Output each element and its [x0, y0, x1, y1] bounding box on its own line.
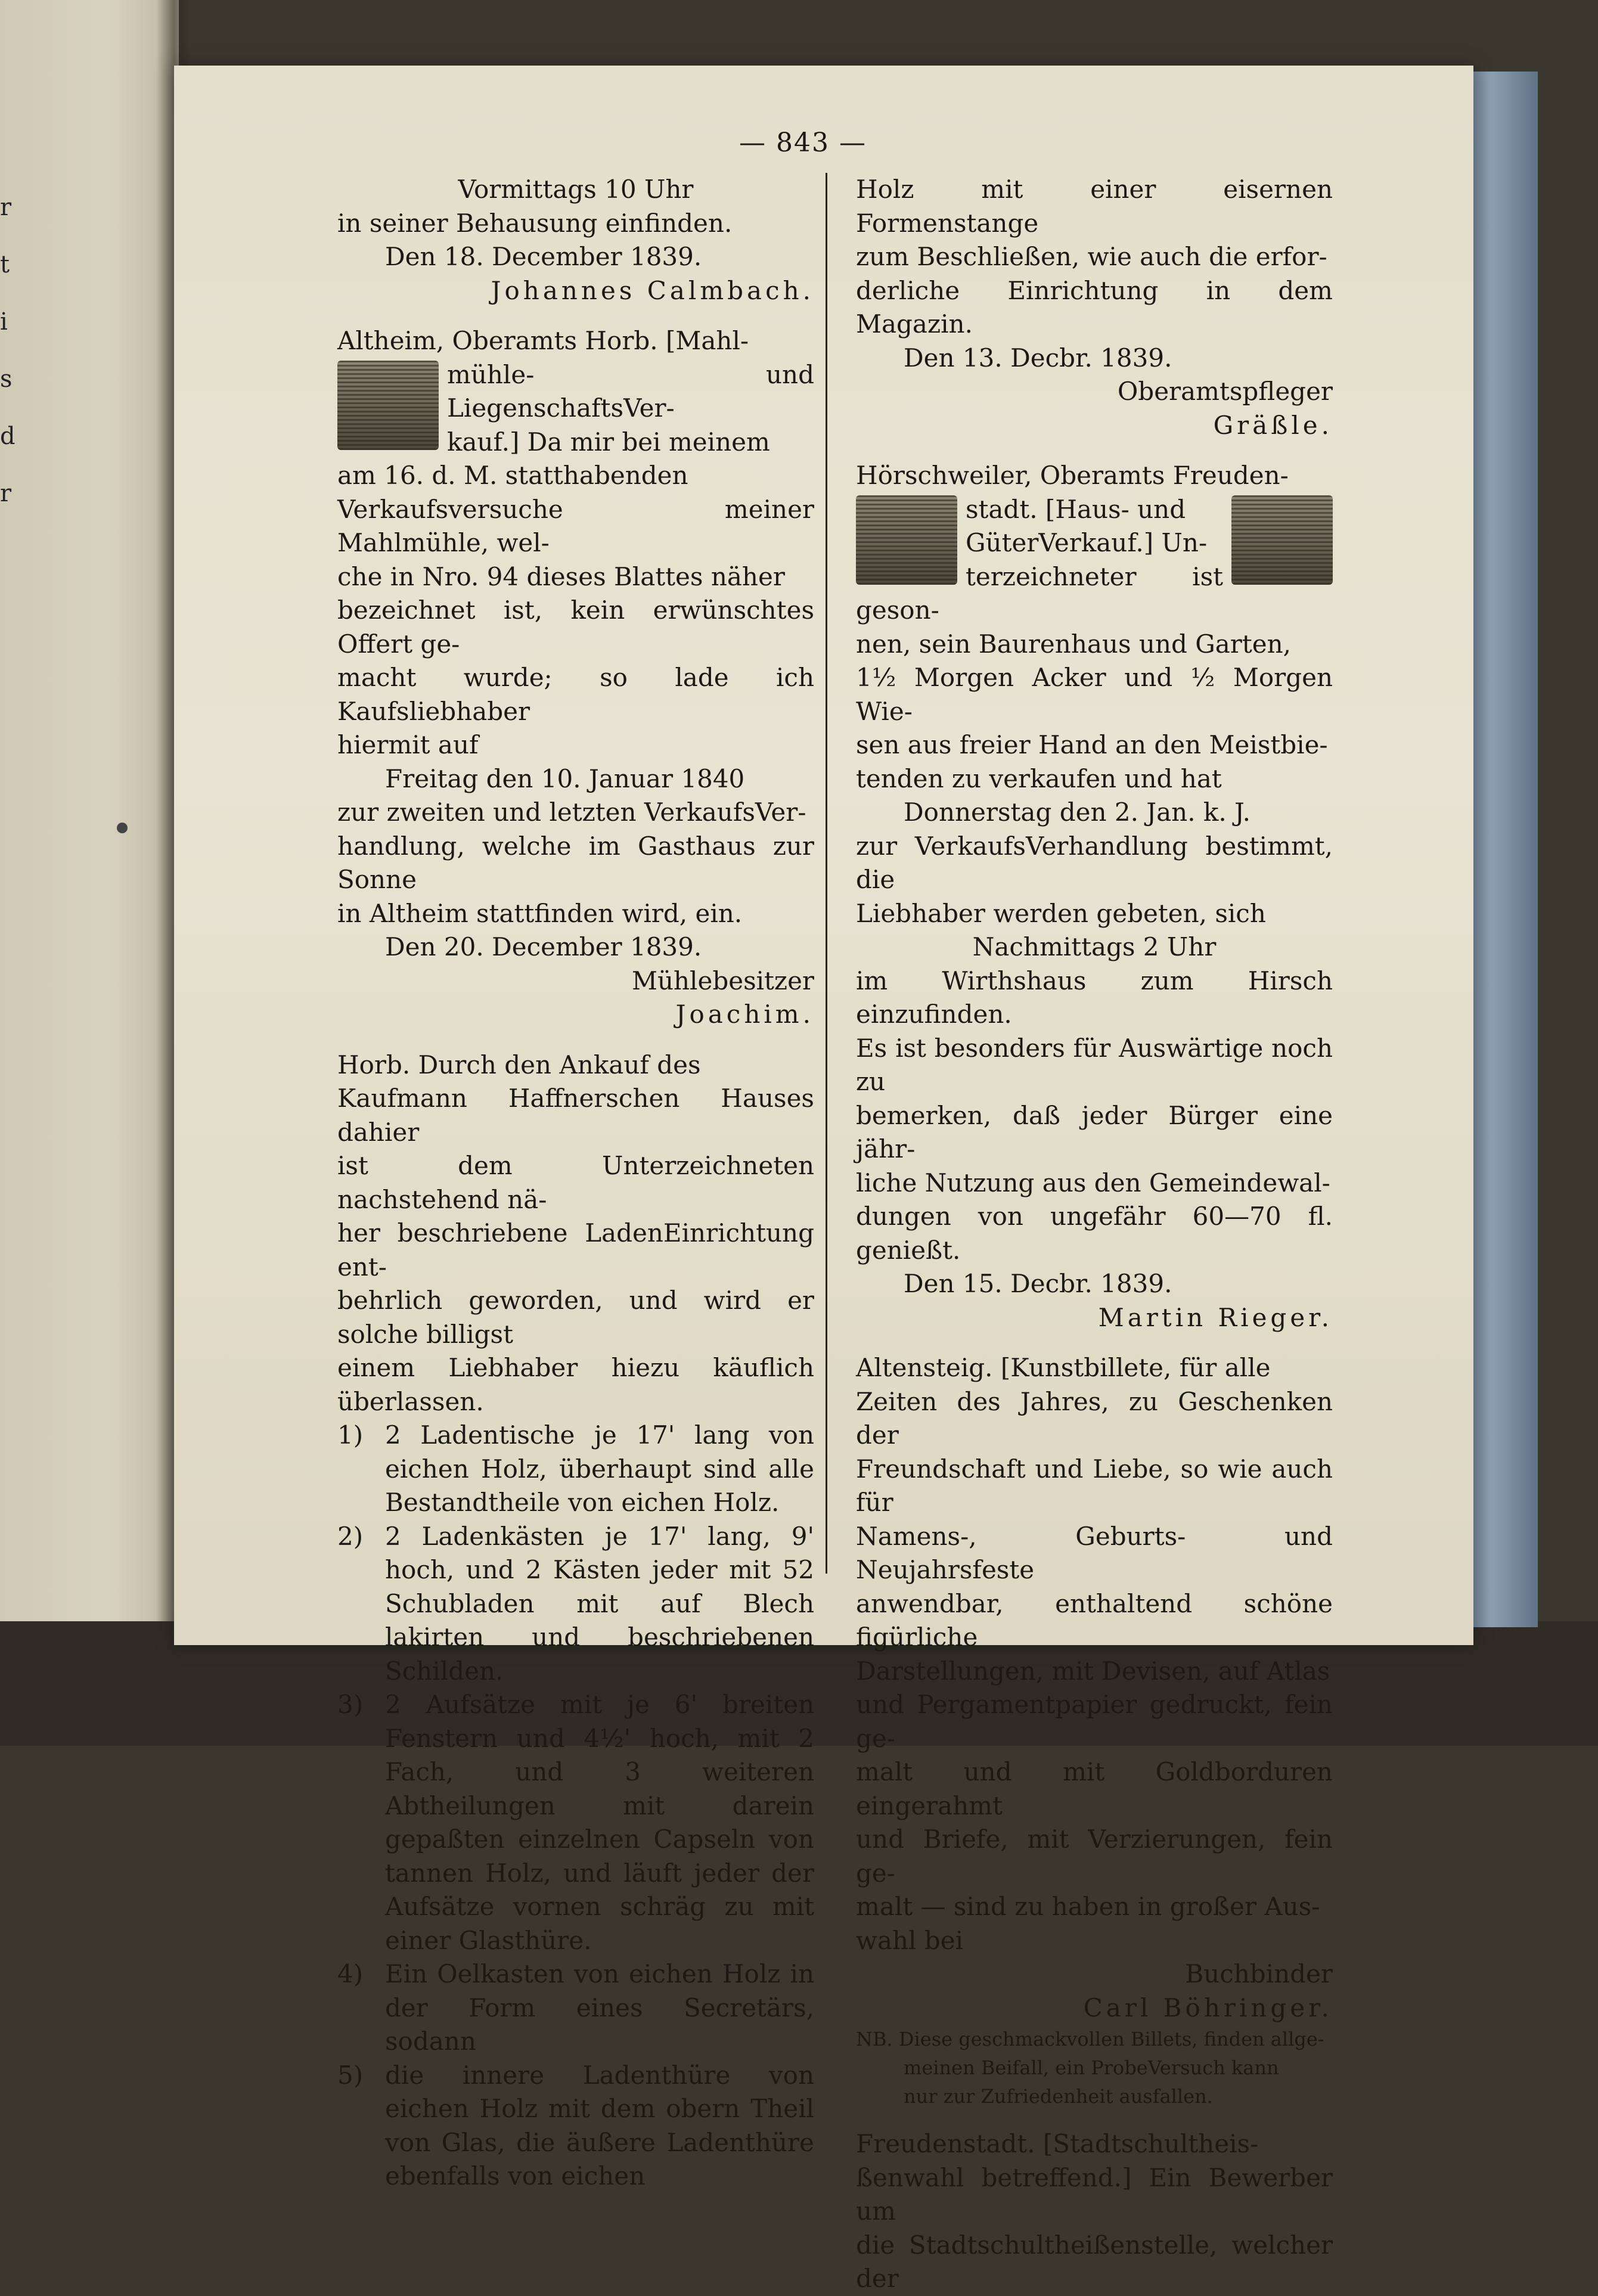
signature-title: Buchbinder	[1185, 1959, 1333, 1988]
text-line: Darstellungen, mit Devisen, auf Atlas	[856, 1656, 1330, 1686]
list-item	[337, 1419, 814, 1520]
text-line: Holz mit einer eisernen Formenstange	[856, 175, 1333, 238]
signature: Gräßle.	[1213, 410, 1333, 440]
text-line: Es ist besonders für Auswärtige noch zu	[856, 1033, 1333, 1096]
text-line: malt und mit Goldborduren eingerahmt	[856, 1757, 1333, 1820]
list-item	[337, 2059, 814, 2193]
notice-heading: Altensteig. [Kunstbillete, für alle	[856, 1353, 1271, 1382]
column-divider	[826, 173, 827, 1574]
notice-heading: Altheim, Oberamts Horb. [Mahl-	[337, 326, 749, 355]
text-line: Namens-, Geburts- und Neujahrsfeste	[856, 1521, 1333, 1584]
text-line: dungen von ungefähr 60—70 fl. genießt.	[856, 1202, 1333, 1265]
text-line: und Briefe, mit Verzierungen, fein ge-	[856, 1825, 1333, 1888]
text-line: anwendbar, enthaltend schöne figürliche	[856, 1588, 1333, 1652]
signature: Joachim.	[675, 1000, 814, 1029]
text-line: Kaufmann Haffnerschen Hauses dahier	[337, 1084, 814, 1147]
signature: Johannes Calmbach.	[491, 275, 814, 305]
date-line: Den 13. Decbr. 1839.	[904, 343, 1172, 373]
date-line: Donnerstag den 2. Jan. k. J.	[904, 798, 1251, 827]
text-line: derliche Einrichtung in dem Magazin.	[856, 275, 1333, 339]
trees-vignette-image	[1231, 495, 1333, 585]
text-line: nen, sein Baurenhaus und Garten,	[856, 629, 1292, 659]
book-cover-edge	[1466, 72, 1538, 1627]
text-line: Verkaufsversuche meiner Mahlmühle, wel-	[337, 494, 814, 557]
date-line: Den 15. Decbr. 1839.	[904, 1269, 1172, 1298]
left-column	[337, 173, 814, 2193]
text-line: GüterVerkauf.] Un-	[966, 528, 1208, 557]
list-number: 3)	[337, 1690, 364, 1719]
farmhouse-vignette-image	[856, 495, 957, 585]
text-line: stadt. [Haus- und	[966, 494, 1186, 524]
mill-vignette-image	[337, 361, 439, 450]
date-line: Den 20. December 1839.	[385, 932, 702, 961]
text-line: macht wurde; so lade ich Kaufsliebhaber	[337, 663, 814, 726]
text-line: am 16. d. M. statthabenden	[337, 461, 688, 490]
text-line: behrlich geworden, und wird er solche billigst	[337, 1286, 814, 1349]
list-text: 2 Ladentische je 17' lang von eichen Holz, überhaupt sind alle Bestandtheile von eichen Holz.	[385, 1420, 814, 1517]
text-line: mühle- und LiegenschaftsVer-	[447, 359, 814, 423]
text-line: Zeiten des Jahres, zu Geschenken der	[856, 1386, 1333, 1450]
text-line: her beschriebene LadenEinrichtung ent-	[337, 1218, 814, 1282]
date-line: Den 18. December 1839.	[385, 242, 702, 271]
text-line: zum Beschließen, wie auch die erfor-	[856, 242, 1327, 271]
text-line: im Wirthshaus zum Hirsch einzufinden.	[856, 966, 1333, 1029]
list-text: die innere Ladenthüre von eichen Holz mit dem obern Theil von Glas, die äußere Ladenthüre ebenfalls von eichen	[385, 2060, 814, 2190]
signature-title: Oberamtspfleger	[1117, 377, 1333, 406]
text-line: che in Nro. 94 dieses Blattes näher	[337, 561, 785, 591]
nota-bene-line: meinen Beifall, ein ProbeVersuch kann	[904, 2056, 1279, 2079]
text-line: terzeichneter ist geson-	[856, 561, 1223, 625]
list-text: Ein Oelkasten von eichen Holz in der Form eines Secretärs, sodann	[385, 1959, 814, 2056]
notice-heading: Hörschweiler, Oberamts Freuden-	[856, 461, 1289, 490]
text-line: zur zweiten und letzten VerkaufsVer-	[337, 798, 806, 827]
notice-body-altheim	[337, 358, 814, 493]
previous-page-edge	[0, 0, 179, 1746]
text-line: die Stadtschultheißenstelle, welcher der	[856, 2230, 1333, 2293]
text-line: einem Liebhaber hiezu käuflich überlassen.	[337, 1353, 814, 1416]
text-line: Vormittags 10 Uhr	[458, 175, 694, 204]
list-text: 2 Ladenkästen je 17' lang, 9' hoch, und 2 Kästen jeder mit 52 Schubladen mit auf Blech lakirten und beschriebenen Schilden.	[385, 1521, 814, 1686]
text-line: handlung, welche im Gasthaus zur Sonne	[337, 831, 814, 894]
text-line: sen aus freier Hand an den Meistbie-	[856, 730, 1328, 759]
right-column	[856, 173, 1333, 2296]
text-line: Freundschaft und Liebe, so wie auch für	[856, 1454, 1333, 1517]
notice-heading: Freudenstadt. [Stadtschultheis-	[856, 2129, 1259, 2158]
text-line: Liebhaber werden gebeten, sich	[856, 898, 1266, 928]
text-line: ßenwahl betreffend.] Ein Bewerber um	[856, 2162, 1333, 2226]
text-line: 1½ Morgen Acker und ½ Morgen Wie-	[856, 663, 1333, 726]
signature-title: Mühlebesitzer	[631, 966, 814, 995]
text-line: und Pergamentpapier gedruckt, fein ge-	[856, 1690, 1333, 1753]
nota-bene-line: NB. Diese geschmackvollen Billets, finden allge-	[856, 2028, 1324, 2050]
text-line: hiermit auf	[337, 730, 479, 759]
text-line: kauf.] Da mir bei meinem	[447, 427, 770, 457]
previous-page-text-edge: r t i s d r	[0, 194, 15, 507]
notice-heading: Horb. Durch den Ankauf des	[337, 1050, 701, 1079]
notice-body-hoerschweiler	[856, 493, 1333, 628]
text-line: in seiner Behausung einfinden.	[337, 208, 733, 238]
text-line: ist dem Unterzeichneten nachstehend nä-	[337, 1151, 814, 1214]
date-line: Freitag den 10. Januar 1840	[385, 764, 745, 793]
text-line: malt — sind zu haben in großer Aus-	[856, 1892, 1320, 1921]
list-number: 2)	[337, 1521, 364, 1551]
text-line: wahl bei	[856, 1925, 963, 1955]
text-line: liche Nutzung aus den Gemeindewal-	[856, 1168, 1330, 1197]
nota-bene-line: nur zur Zufriedenheit ausfallen.	[904, 2085, 1213, 2108]
signature: Carl Böhringer.	[1083, 1993, 1333, 2022]
text-line: bezeichnet ist, kein erwünschtes Offert ge-	[337, 595, 814, 659]
list-text: 2 Aufsätze mit je 6' breiten Fenstern und 4½' hoch, mit 2 Fach, und 3 weiteren Abtheilungen mit darein gepaßten einzelnen Capseln von tannen Holz, und läuft jeder der Aufsätze vornen schräg zu mit einer Glasthüre.	[385, 1690, 814, 1955]
list-number: 5)	[337, 2060, 364, 2090]
list-item	[337, 1520, 814, 1689]
list-item	[337, 1957, 814, 2059]
text-line: bemerken, daß jeder Bürger eine jähr-	[856, 1100, 1333, 1163]
list-item	[337, 1688, 814, 1957]
text-line: in Altheim stattfinden wird, ein.	[337, 898, 743, 928]
text-line: Nachmittags 2 Uhr	[972, 932, 1217, 961]
text-line: zur VerkaufsVerhandlung bestimmt, die	[856, 831, 1333, 894]
page-number: — 843 —	[739, 128, 867, 158]
list-number: 1)	[337, 1420, 364, 1450]
punch-mark	[117, 823, 128, 833]
signature: Martin Rieger.	[1098, 1302, 1333, 1332]
text-line: tenden zu verkaufen und hat	[856, 764, 1222, 793]
list-number: 4)	[337, 1959, 364, 1988]
